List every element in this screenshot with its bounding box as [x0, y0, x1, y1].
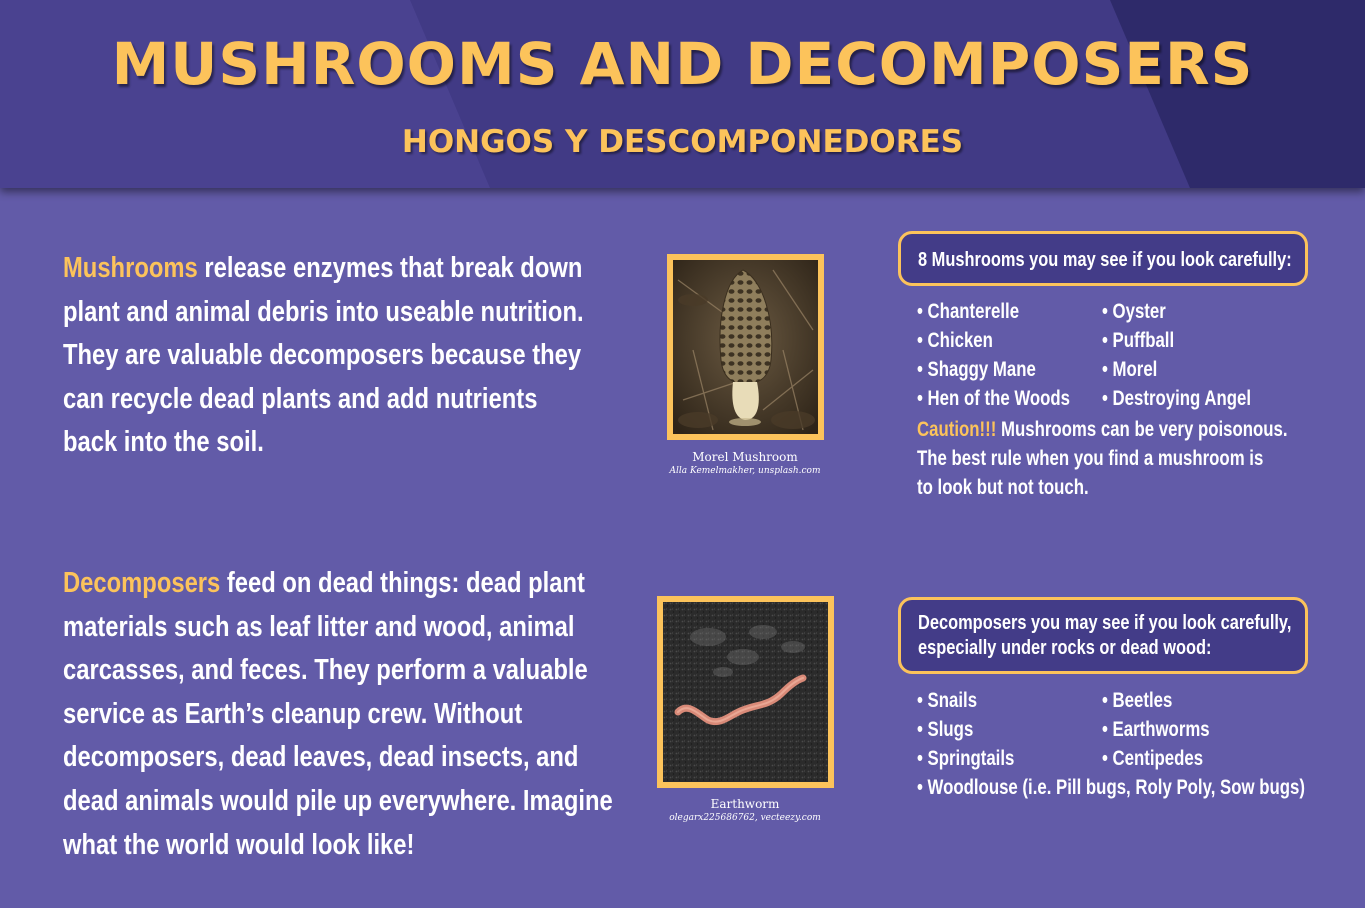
- decomposers-highlight: Decomposers: [63, 567, 221, 599]
- decomposers-paragraph: [63, 562, 637, 867]
- list-item: • Shaggy Mane: [917, 358, 1036, 381]
- caution-text: Mushrooms can be very poisonous.: [996, 418, 1288, 441]
- header-banner: [0, 0, 1365, 188]
- list-item: • Snails: [917, 689, 978, 712]
- caution-line-1: [917, 415, 1317, 444]
- page-title: MUSHROOMS AND DECOMPOSERS: [111, 30, 1254, 98]
- earthworm-photo: [657, 596, 834, 788]
- list-item: • Beetles: [1102, 689, 1173, 712]
- list-item: • Chicken: [917, 329, 993, 352]
- list-item: • Oyster: [1102, 300, 1166, 323]
- morel-caption-credit: Alla Kemelmakher, unsplash.com: [669, 466, 821, 476]
- list-item: • Hen of the Woods: [917, 387, 1071, 410]
- mushrooms-list: [917, 297, 1337, 417]
- mushrooms-list-header: [898, 231, 1308, 286]
- morel-caption: [645, 450, 845, 477]
- earthworm-caption: [645, 797, 845, 824]
- caution-note: [917, 415, 1317, 502]
- caution-line-3: to look but not touch.: [917, 476, 1089, 499]
- earthworm-caption-title: Earthworm: [710, 797, 780, 811]
- list-item: • Springtails: [917, 747, 1015, 770]
- list-item: • Woodlouse (i.e. Pill bugs, Roly Poly, Sow bugs): [917, 776, 1305, 799]
- caution-line-2: The best rule when you find a mushroom is: [917, 447, 1264, 470]
- list-item: • Puffball: [1102, 329, 1175, 352]
- list-item: • Slugs: [917, 718, 974, 741]
- list-item: • Morel: [1102, 358, 1158, 381]
- morel-mushroom-image: [673, 260, 818, 434]
- mushrooms-list-title: 8 Mushrooms you may see if you look carefully:: [918, 249, 1292, 271]
- decomposers-list-header: [898, 597, 1308, 674]
- decomposers-list-title-line2: especially under rocks or dead wood:: [918, 637, 1212, 659]
- decomposers-list-title-line1: Decomposers you may see if you look carefully,: [918, 612, 1292, 634]
- caution-label: Caution!!!: [917, 418, 997, 441]
- decomposers-list: [917, 686, 1337, 806]
- list-item: • Earthworms: [1102, 718, 1210, 741]
- earthworm-caption-credit: olegarx225686762, vecteezy.com: [669, 813, 821, 823]
- mushrooms-highlight: Mushrooms: [63, 252, 198, 284]
- list-item: • Destroying Angel: [1102, 387, 1252, 410]
- morel-caption-title: Morel Mushroom: [692, 450, 798, 464]
- mushrooms-text: release enzymes that break down plant and animal debris into useable nutrition. They are valuable decomposers because they can recycle dead plants and add nutrients back into the soil.: [63, 252, 584, 459]
- morel-mushroom-photo: [667, 254, 824, 440]
- earthworm-image: [663, 602, 828, 782]
- list-item: • Centipedes: [1102, 747, 1204, 770]
- list-item: • Chanterelle: [917, 300, 1020, 323]
- page-subtitle: HONGOS Y DESCOMPONEDORES: [401, 124, 964, 160]
- decomposers-text: feed on dead things: dead plant materials such as leaf litter and wood, animal carcasses, and feces. They perform a valuable service as Earth’s cleanup crew. Without decomposers, dead leaves, dead insects, and dead animals would pile up everywhere. Imagine what the world would look like!: [63, 567, 613, 861]
- mushrooms-paragraph: [63, 247, 596, 465]
